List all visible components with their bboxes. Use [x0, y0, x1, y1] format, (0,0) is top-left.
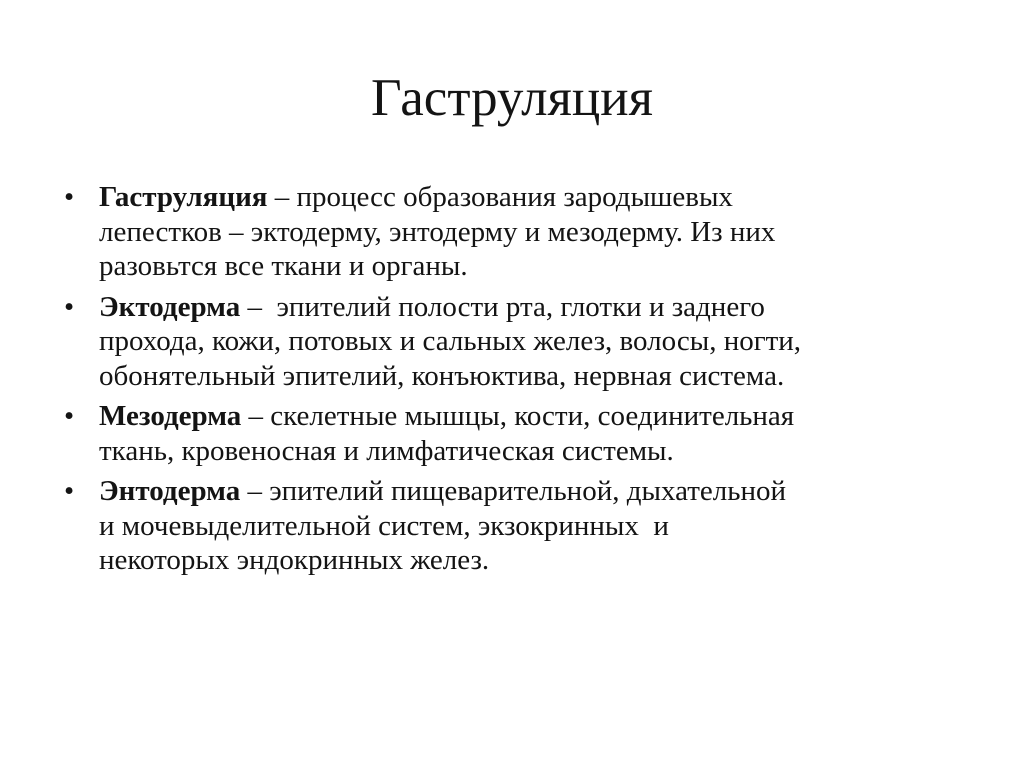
- bullet-icon: •: [64, 475, 75, 507]
- bullet-item-endoderm: [64, 474, 984, 578]
- bullet-line: [99, 399, 984, 434]
- definition-text: некоторых эндокринных желез.: [99, 544, 490, 576]
- definition-text: обонятельный эпителий, конъюктива, нервная система.: [99, 359, 785, 392]
- definition-text: лепестков – эктодерму, энтодерму и мезодерму. Из них: [99, 215, 776, 248]
- bullet-line: [99, 290, 984, 325]
- definition-text: – эпителий полости рта, глотки и заднего: [240, 290, 765, 323]
- bullet-line: [99, 180, 984, 215]
- bullet-line: [99, 474, 984, 509]
- definition-text: – процесс образования зародышевых: [267, 181, 733, 213]
- term-label: Энтодерма: [99, 475, 241, 507]
- definition-text: – эпителий пищеварительной, дыхательной: [240, 475, 786, 507]
- bullet-icon: •: [64, 181, 75, 213]
- bullet-icon: •: [64, 290, 75, 323]
- definition-text: – скелетные мышцы, кости, соединительная: [241, 400, 795, 432]
- bullet-item-gastrulation: [64, 180, 984, 284]
- bullet-icon: •: [64, 400, 75, 432]
- definition-text: разовьтся все ткани и органы.: [99, 250, 468, 282]
- definition-text: и мочевыделительной систем, экзокринных и: [99, 509, 669, 542]
- bullet-item-ectoderm: [64, 290, 984, 394]
- definition-text: прохода, кожи, потовых и сальных желез, волосы, ногти,: [99, 325, 802, 357]
- term-label: Эктодерма: [99, 290, 241, 323]
- bullet-list: [64, 180, 984, 584]
- term-label: Гаструляция: [99, 181, 268, 213]
- bullet-item-mesoderm: [64, 399, 984, 468]
- slide-title: Гаструляция: [370, 69, 654, 127]
- term-label: Мезодерма: [99, 400, 242, 432]
- definition-text: ткань, кровеносная и лимфатическая системы.: [99, 434, 674, 467]
